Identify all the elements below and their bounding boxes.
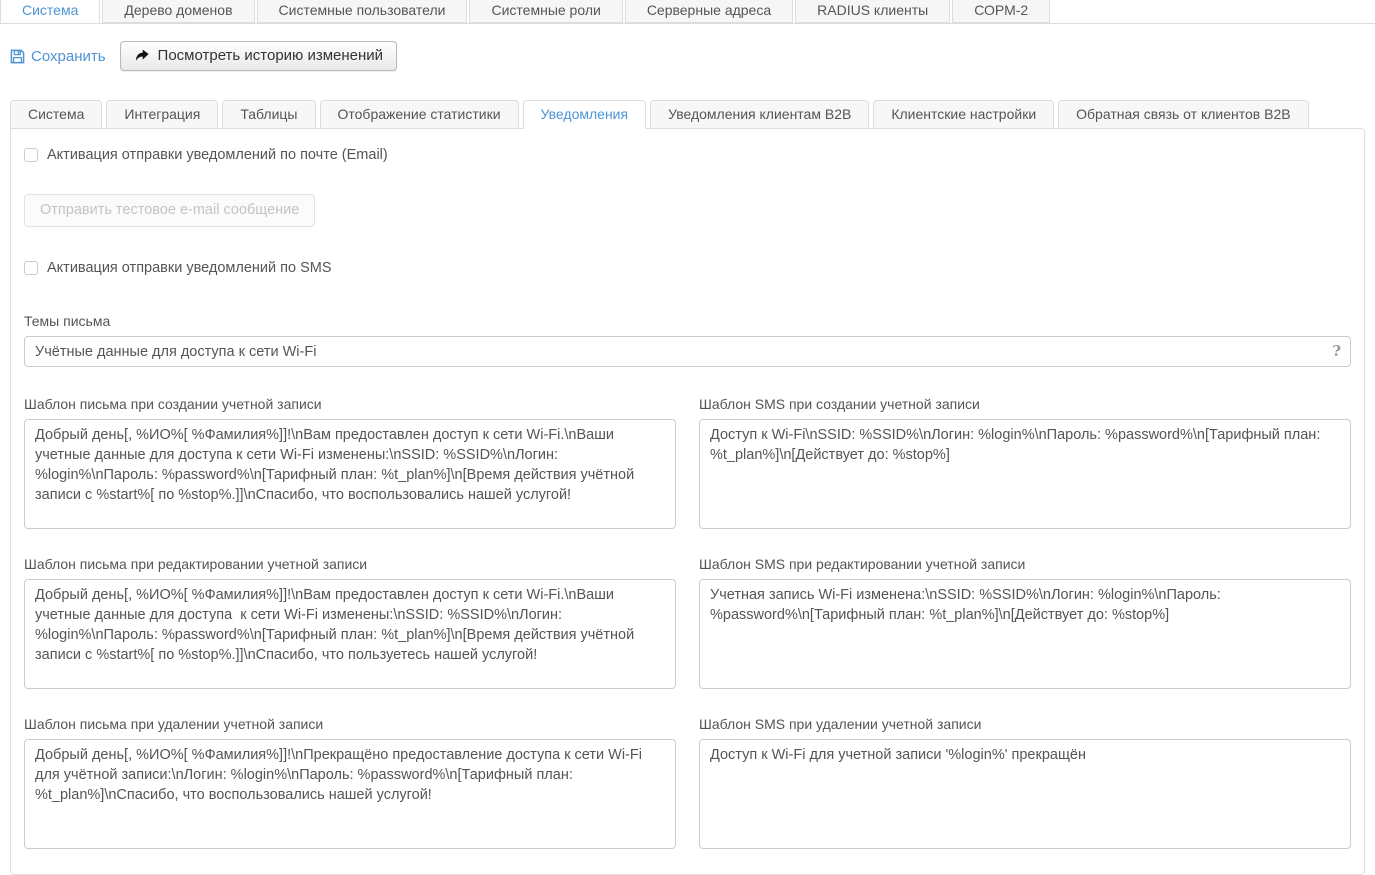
email-edit-template-textarea[interactable] — [24, 579, 676, 689]
email-edit-template-label: Шаблон письма при редактировании учетной записи — [24, 556, 368, 572]
toolbar — [10, 40, 1375, 72]
email-delete-template-textarea[interactable] — [24, 739, 676, 849]
sms-activation-checkbox[interactable] — [24, 261, 38, 275]
email-activation-checkbox[interactable] — [24, 148, 38, 162]
email-delete-template-block — [24, 716, 676, 854]
tab-derevo-domenov[interactable]: Дерево доменов — [102, 0, 254, 23]
email-create-template-label: Шаблон письма при создании учетной записи — [24, 396, 322, 412]
settings-tab-klientskie-nastroyki[interactable]: Клиентские настройки — [873, 100, 1054, 129]
email-create-template-block — [24, 396, 676, 534]
sms-create-template-label: Шаблон SMS при создании учетной записи — [699, 396, 980, 412]
sms-edit-template-block — [699, 556, 1351, 694]
sms-delete-template-label: Шаблон SMS при удалении учетной записи — [699, 716, 982, 732]
email-create-template-textarea[interactable] — [24, 419, 676, 529]
settings-tab-uvedomleniya[interactable]: Уведомления — [523, 100, 647, 129]
sms-create-template-textarea[interactable] — [699, 419, 1351, 529]
sms-activation-row — [24, 260, 1351, 276]
settings-tab-obratnaya-svyaz-b2b[interactable]: Обратная связь от клиентов B2B — [1058, 100, 1308, 129]
settings-tab-otobrazhenie-statistiki[interactable]: Отображение статистики — [320, 100, 519, 129]
share-arrow-icon — [134, 48, 150, 64]
help-icon[interactable]: ? — [1332, 342, 1341, 360]
save-button-label: Сохранить — [31, 47, 106, 65]
tab-radius-klienty[interactable]: RADIUS клиенты — [795, 0, 950, 23]
settings-tab-bar — [10, 100, 1365, 128]
sms-edit-template-textarea[interactable] — [699, 579, 1351, 689]
settings-tab-integracia[interactable]: Интеграция — [106, 100, 218, 129]
settings-tab-tablicy[interactable]: Таблицы — [222, 100, 315, 129]
sms-activation-label: Активация отправки уведомлений по SMS — [47, 260, 332, 276]
tab-servernye-adresa[interactable]: Серверные адреса — [625, 0, 793, 23]
notifications-panel — [10, 128, 1365, 875]
sms-edit-template-label: Шаблон SMS при редактировании учетной записи — [699, 556, 1026, 572]
subject-input[interactable] — [24, 336, 1351, 367]
tab-sistemnye-polzovateli[interactable]: Системные пользователи — [257, 0, 468, 23]
sms-delete-template-block — [699, 716, 1351, 854]
view-change-history-label: Посмотреть историю изменений — [157, 47, 384, 64]
templates-grid — [24, 396, 1351, 854]
settings-tab-sistema[interactable]: Система — [10, 100, 102, 129]
view-change-history-button[interactable] — [120, 41, 398, 71]
subject-label: Темы письма — [24, 313, 111, 329]
main-tab-bar — [0, 0, 1375, 24]
email-activation-label: Активация отправки уведомлений по почте (Email) — [47, 147, 388, 163]
settings-tab-uvedomleniya-b2b[interactable]: Уведомления клиентам B2B — [650, 100, 869, 129]
save-button[interactable] — [10, 48, 106, 65]
sms-delete-template-textarea[interactable] — [699, 739, 1351, 849]
tab-sistema[interactable]: Система — [0, 0, 100, 24]
subject-block — [24, 313, 1351, 367]
sms-create-template-block — [699, 396, 1351, 534]
tab-sorm-2[interactable]: СОРМ-2 — [952, 0, 1050, 23]
tab-sistemnye-roli[interactable]: Системные роли — [469, 0, 622, 23]
save-floppy-icon — [10, 49, 25, 64]
email-edit-template-block — [24, 556, 676, 694]
email-activation-row — [24, 147, 1351, 163]
email-delete-template-label: Шаблон письма при удалении учетной записи — [24, 716, 324, 732]
send-test-email-button[interactable]: Отправить тестовое e-mail сообщение — [24, 194, 315, 227]
